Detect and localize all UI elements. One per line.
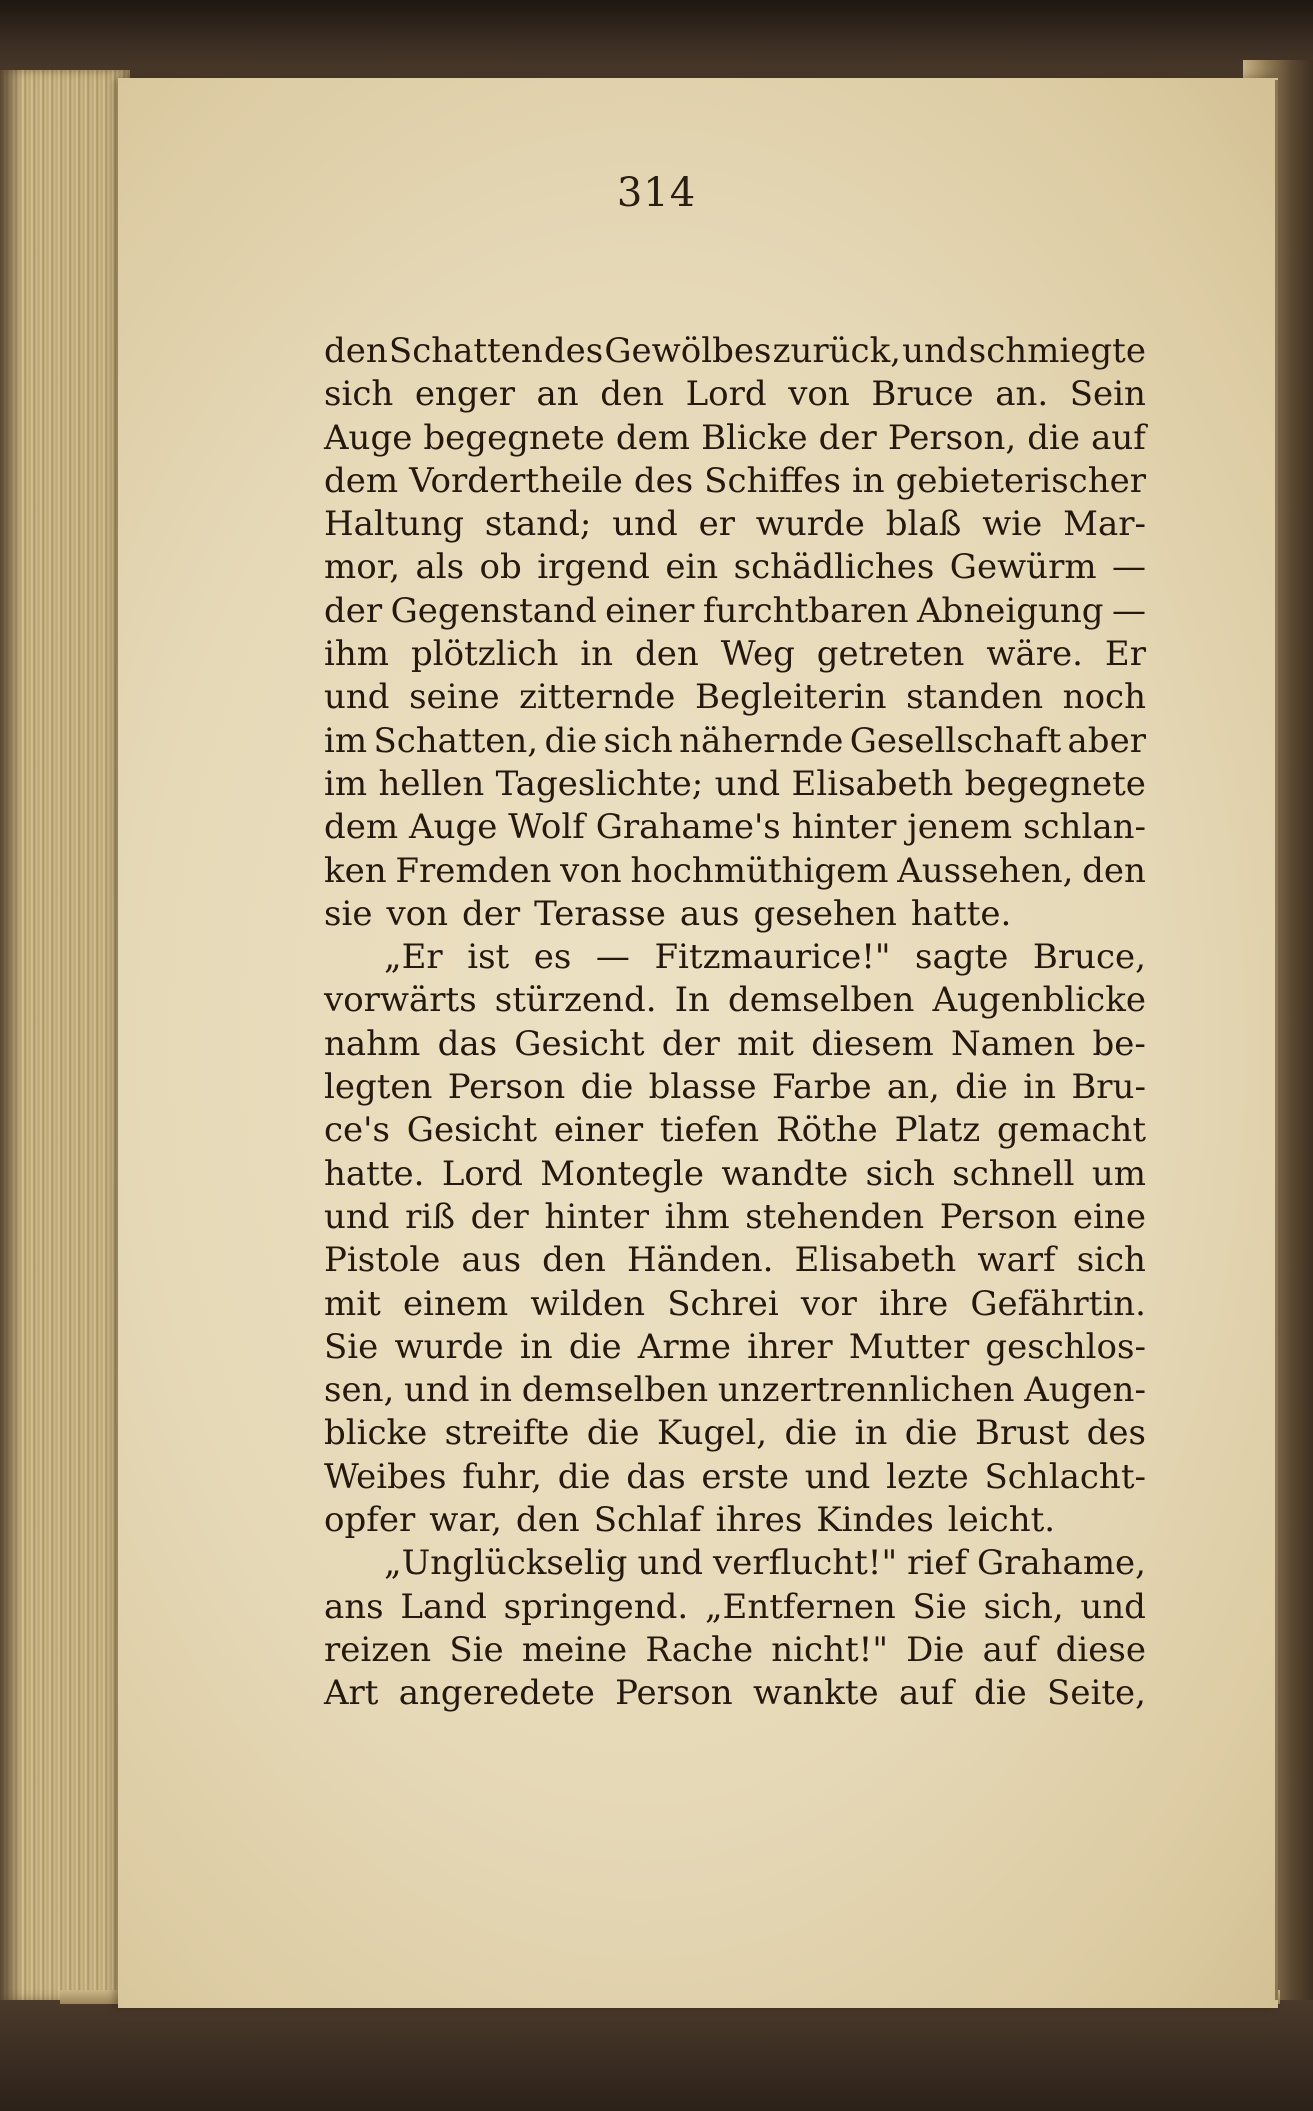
text-line <box>324 1672 1146 1715</box>
word: nahm <box>324 1023 421 1064</box>
word: es <box>533 937 572 978</box>
page-number: 314 <box>616 170 697 216</box>
word: Person <box>939 1196 1058 1237</box>
word: Land <box>400 1586 487 1627</box>
word: den <box>635 634 699 675</box>
word: hochmüthigem <box>630 850 889 891</box>
word: Brust <box>974 1413 1070 1454</box>
word: ihre <box>879 1283 949 1324</box>
word: in <box>580 634 614 675</box>
word: Augen- <box>1024 1370 1146 1411</box>
word: Augenblicke <box>932 980 1146 1021</box>
word: Pistole <box>324 1240 441 1281</box>
text-line <box>324 936 1146 979</box>
text-line <box>324 1629 1146 1672</box>
text-line <box>324 1066 1146 1109</box>
word: des <box>633 460 694 501</box>
word: angeredete <box>398 1673 595 1714</box>
word: an, <box>886 1067 940 1108</box>
word: wilden <box>530 1283 646 1324</box>
text-line <box>324 1499 1146 1542</box>
word: Mar- <box>1063 504 1146 545</box>
word: Mutter <box>848 1326 970 1367</box>
word: Sie <box>324 1326 379 1367</box>
word: Elisabeth <box>794 1240 957 1281</box>
word: stürzend. <box>494 980 657 1021</box>
word: ihm <box>664 1196 730 1237</box>
word: wurde <box>755 504 865 545</box>
word: In <box>674 980 710 1021</box>
word: den <box>600 374 665 415</box>
text-line <box>324 763 1146 806</box>
word: Auge <box>324 417 413 458</box>
word: diesem <box>811 1023 934 1064</box>
word: Er <box>1104 634 1146 675</box>
word: vorwärts <box>324 980 477 1021</box>
word: — <box>1112 590 1146 631</box>
word: und <box>1080 1586 1146 1627</box>
word: Bruce <box>871 374 974 415</box>
word: stehenden <box>745 1196 925 1237</box>
word: die <box>557 1456 611 1497</box>
word: die <box>586 1413 640 1454</box>
word: Elisabeth <box>791 763 954 804</box>
word: irgend <box>537 547 650 588</box>
word: der <box>462 893 521 934</box>
word: hinter <box>544 1196 650 1237</box>
word: Gesicht <box>514 1023 645 1064</box>
word: Person <box>447 1067 566 1108</box>
word: ken <box>324 850 387 891</box>
word: und <box>612 504 678 545</box>
word: furchtbaren <box>702 590 909 631</box>
word: auf <box>898 1673 954 1714</box>
word: Gegenstand <box>390 590 597 631</box>
word: die <box>580 1067 634 1108</box>
word: sen, <box>324 1370 395 1411</box>
word: unzertrennlichen <box>717 1370 1015 1411</box>
word: der <box>661 1023 720 1064</box>
word: „Unglückselig <box>384 1543 628 1584</box>
word: ihm <box>324 634 390 675</box>
word: Wolf <box>508 807 585 848</box>
word: warf <box>977 1240 1056 1281</box>
word: an. <box>995 374 1049 415</box>
word: reizen <box>324 1629 432 1670</box>
word: jenem <box>907 807 1013 848</box>
word: sich <box>603 720 673 761</box>
word: ihrer <box>747 1326 833 1367</box>
word: Seite, <box>1047 1673 1146 1714</box>
word: springend. <box>503 1586 689 1627</box>
word: ob <box>479 547 522 588</box>
word: um <box>1091 1153 1146 1194</box>
word: den <box>324 331 388 371</box>
word: nicht!" <box>771 1629 888 1670</box>
word: zitternde <box>519 677 676 718</box>
word: sich <box>324 374 394 415</box>
word: und <box>324 677 390 718</box>
word: Gesellschaft <box>849 720 1062 761</box>
word: Weibes <box>324 1456 447 1497</box>
word: und <box>902 331 968 371</box>
word: und <box>804 1456 871 1497</box>
word: ist <box>467 937 510 978</box>
text-line <box>324 1023 1146 1066</box>
word: hatte. <box>910 893 1012 934</box>
word: Händen. <box>627 1240 774 1281</box>
word: Sie <box>449 1629 504 1670</box>
word: demselben <box>728 980 915 1021</box>
word: eine <box>1072 1196 1146 1237</box>
word: auf <box>1091 417 1146 458</box>
body-text <box>324 330 1146 1716</box>
word: Art <box>324 1673 379 1714</box>
word: stand; <box>484 504 592 545</box>
word: Bru- <box>1071 1067 1146 1108</box>
word: Fremden <box>395 850 552 891</box>
word: Sein <box>1069 374 1146 415</box>
word: Schatten <box>388 331 543 371</box>
word: der <box>324 590 383 631</box>
text-line <box>324 503 1146 546</box>
word: dem <box>324 807 399 848</box>
word: legten <box>324 1067 433 1108</box>
word: schlan- <box>1023 807 1146 848</box>
word: be- <box>1092 1023 1146 1064</box>
word: Terasse <box>534 893 666 934</box>
word: rief <box>907 1543 967 1584</box>
word: von <box>788 374 850 415</box>
word: erste <box>701 1456 790 1497</box>
word: mit <box>324 1283 381 1324</box>
text-line <box>324 979 1146 1022</box>
text-line <box>324 806 1146 849</box>
word: auf <box>982 1629 1038 1670</box>
word: dem <box>324 460 399 501</box>
word: noch <box>1062 677 1146 718</box>
word: zurück, <box>772 331 901 371</box>
word: sich, <box>983 1586 1064 1627</box>
word: Person, <box>887 417 1017 458</box>
word: „Er <box>384 937 443 978</box>
text-line <box>324 633 1146 676</box>
word: einer <box>605 590 695 631</box>
word: ihres <box>715 1500 803 1541</box>
text-line <box>324 1196 1146 1239</box>
word: Sie <box>912 1586 967 1627</box>
word: Die <box>906 1629 965 1670</box>
word: nähernde <box>679 720 844 761</box>
text-line <box>324 1153 1146 1196</box>
word: blicke <box>324 1413 428 1454</box>
word: er <box>698 504 735 545</box>
word: Röthe <box>775 1110 878 1151</box>
word: in <box>519 1326 553 1367</box>
word: riß <box>405 1196 455 1237</box>
word: im <box>324 720 368 761</box>
word: begegnete <box>423 417 605 458</box>
text-line <box>324 1369 1146 1412</box>
text-line <box>324 546 1146 589</box>
word: schädliches <box>733 547 935 588</box>
word: Gesicht <box>406 1110 537 1151</box>
word: blasse <box>648 1067 757 1108</box>
word: meine <box>521 1629 628 1670</box>
word: Gefährtin. <box>970 1283 1146 1324</box>
word: Person <box>615 1673 733 1714</box>
word: Montegle <box>540 1153 705 1194</box>
word: als <box>415 547 465 588</box>
text-line <box>324 590 1146 633</box>
word: sagte <box>915 937 1009 978</box>
word: geschlos- <box>985 1326 1146 1367</box>
word: den <box>1082 850 1146 891</box>
word: die <box>568 1326 622 1367</box>
word: des <box>1086 1413 1146 1454</box>
word: Schrei <box>667 1283 779 1324</box>
text-line <box>324 850 1146 893</box>
word: Begleiterin <box>694 677 887 718</box>
word: gemacht <box>996 1110 1146 1151</box>
word: und <box>324 1196 390 1237</box>
word: wankte <box>752 1673 879 1714</box>
text-line <box>324 1542 1146 1585</box>
word: fuhr, <box>462 1456 542 1497</box>
word: hinter <box>791 807 897 848</box>
word: „Entfernen <box>704 1586 896 1627</box>
word: einer <box>553 1110 644 1151</box>
word: begegnete <box>964 763 1146 804</box>
text-line <box>324 417 1146 460</box>
word: den <box>515 1500 580 1541</box>
text-line <box>324 1109 1146 1152</box>
word: Schatten, <box>373 720 539 761</box>
text-line <box>324 1239 1146 1282</box>
word: verflucht!" <box>713 1543 898 1584</box>
book-cover-bottom <box>0 2000 1313 2111</box>
word: wie <box>982 504 1043 545</box>
word: Farbe <box>771 1067 872 1108</box>
word: opfer <box>324 1500 416 1541</box>
text-line <box>324 460 1146 503</box>
word: Schlacht- <box>984 1456 1146 1497</box>
word: Aussehen, <box>897 850 1074 891</box>
word: Fitzmaurice!" <box>654 937 891 978</box>
word: und <box>637 1543 704 1584</box>
word: — <box>1112 547 1146 588</box>
word: Schiffes <box>704 460 841 501</box>
word: Haltung <box>324 504 465 545</box>
word: das <box>626 1456 686 1497</box>
word: gebieterischer <box>895 460 1146 501</box>
text-line <box>324 1412 1146 1455</box>
word: einem <box>402 1283 509 1324</box>
word: aber <box>1067 720 1146 761</box>
word: die <box>784 1413 838 1454</box>
text-line <box>324 676 1146 719</box>
text-line <box>324 1586 1146 1629</box>
text-line <box>324 330 1146 373</box>
word: und <box>404 1370 470 1411</box>
word: Schlaf <box>593 1500 702 1541</box>
word: hatte. <box>324 1153 425 1194</box>
word: hellen <box>378 763 485 804</box>
word: im <box>324 763 368 804</box>
word: ans <box>324 1586 384 1627</box>
word: die <box>544 720 598 761</box>
word: Tageslichte; <box>495 763 704 804</box>
word: sich <box>1076 1240 1146 1281</box>
word: gesehen <box>753 893 897 934</box>
book-cover-top <box>0 0 1313 78</box>
text-line <box>324 1326 1146 1369</box>
word: Grahame's <box>595 807 781 848</box>
word: an <box>536 374 579 415</box>
word: ein <box>665 547 719 588</box>
word: blaß <box>885 504 962 545</box>
word: Lord <box>441 1153 523 1194</box>
word: tiefen <box>659 1110 760 1151</box>
word: leicht. <box>947 1500 1056 1541</box>
word: der <box>818 417 877 458</box>
word: wandte <box>721 1153 849 1194</box>
word: schmiegte <box>968 331 1146 371</box>
text-line <box>324 1283 1146 1326</box>
word: Grahame, <box>976 1543 1146 1584</box>
word: von <box>386 893 449 934</box>
word: Gewölbes <box>604 331 772 371</box>
word: demselben <box>521 1370 709 1411</box>
word: standen <box>906 677 1044 718</box>
word: sie <box>324 893 373 934</box>
word: Bruce, <box>1032 937 1146 978</box>
word: wäre. <box>986 634 1083 675</box>
word: plötzlich <box>410 634 559 675</box>
word: Abneigung <box>917 590 1104 631</box>
word: das <box>437 1023 498 1064</box>
word: Arme <box>637 1326 731 1367</box>
word: diese <box>1055 1629 1146 1670</box>
word: die <box>1027 417 1081 458</box>
word: und <box>714 763 781 804</box>
word: Kindes <box>816 1500 934 1541</box>
word: seine <box>409 677 500 718</box>
word: Platz <box>894 1110 981 1151</box>
word: enger <box>414 374 515 415</box>
word: aus <box>679 893 740 934</box>
gutter-fold-line <box>1275 80 1278 2000</box>
text-line <box>324 893 1146 936</box>
word: Lord <box>685 374 767 415</box>
word: lezte <box>886 1456 969 1497</box>
word: die <box>904 1413 958 1454</box>
word: vor <box>800 1283 857 1324</box>
text-line <box>324 1456 1146 1499</box>
word: streifte <box>444 1413 570 1454</box>
word: wurde <box>394 1326 504 1367</box>
word: — <box>595 937 630 978</box>
word: von <box>560 850 622 891</box>
word: ce's <box>324 1110 390 1151</box>
word: mit <box>737 1023 794 1064</box>
word: in <box>854 1413 888 1454</box>
word: aus <box>461 1240 522 1281</box>
word: in <box>1023 1067 1057 1108</box>
word: getreten <box>816 634 965 675</box>
word: schnell <box>952 1153 1075 1194</box>
word: Blicke <box>701 417 808 458</box>
word: in <box>851 460 885 501</box>
word: der <box>470 1196 529 1237</box>
word: in <box>479 1370 513 1411</box>
page-edges-shadow <box>0 70 22 2000</box>
word: Auge <box>409 807 498 848</box>
text-line <box>324 373 1146 416</box>
text-line <box>324 720 1146 763</box>
word: Gewürm <box>949 547 1097 588</box>
word: die <box>973 1673 1027 1714</box>
word: Rache <box>645 1629 754 1670</box>
word: den <box>542 1240 606 1281</box>
word: Weg <box>720 634 795 675</box>
word: Namen <box>951 1023 1076 1064</box>
word: mor, <box>324 547 401 588</box>
word: des <box>543 331 604 371</box>
word: dem <box>615 417 690 458</box>
word: Kugel, <box>656 1413 768 1454</box>
word: sich <box>865 1153 935 1194</box>
word: Vordertheile <box>409 460 623 501</box>
word: die <box>955 1067 1008 1108</box>
word: war, <box>429 1500 502 1541</box>
